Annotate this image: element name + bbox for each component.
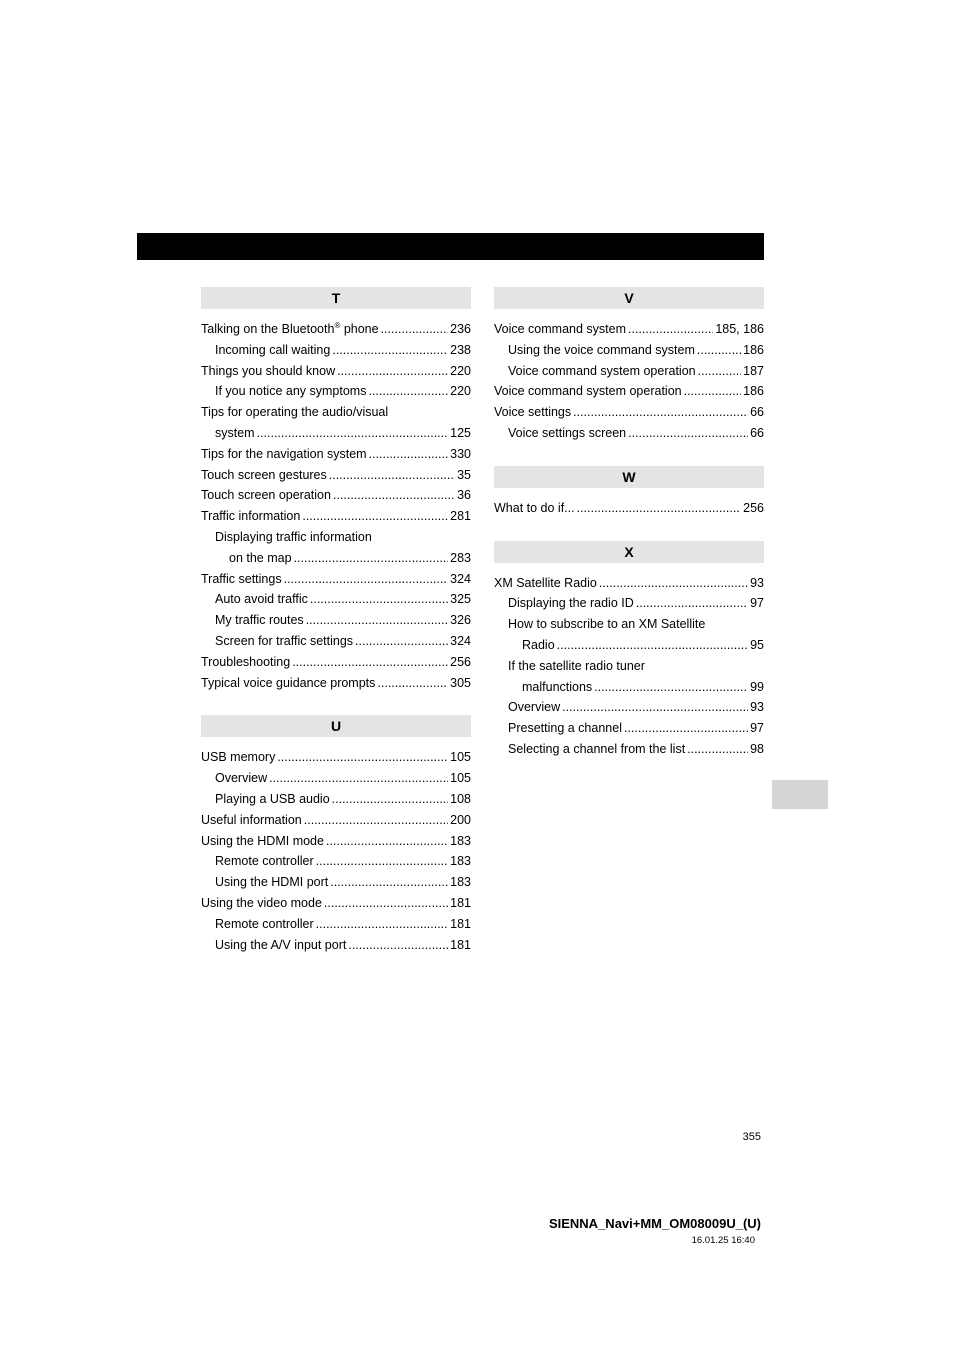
entry-page: 186 <box>743 384 764 399</box>
entry-label: XM Satellite Radio <box>494 575 597 590</box>
index-entry[interactable] <box>201 465 471 486</box>
index-entry[interactable] <box>494 498 764 519</box>
chapter-tab <box>772 780 828 809</box>
entry-label: Traffic information <box>201 509 301 524</box>
entry-label: Traffic settings <box>201 571 282 586</box>
index-subentry[interactable] <box>201 914 471 935</box>
dot-leader <box>628 319 713 340</box>
index-subentry[interactable] <box>201 872 471 893</box>
dot-leader <box>684 381 742 402</box>
dot-leader <box>269 768 448 789</box>
entry-page: 326 <box>450 613 471 628</box>
index-subentry[interactable] <box>201 589 471 610</box>
index-subentry[interactable] <box>494 656 764 698</box>
entry-label: What to do if... <box>494 500 575 515</box>
entry-page: 283 <box>450 550 471 565</box>
entry-page: 183 <box>450 854 471 869</box>
index-subentry[interactable] <box>201 851 471 872</box>
entry-page: 256 <box>743 500 764 515</box>
entry-label: Overview <box>215 771 268 786</box>
entry-label: Typical voice guidance prompts <box>201 675 376 690</box>
section-header-v: V <box>494 287 764 309</box>
dot-leader <box>562 697 748 718</box>
dot-leader <box>594 677 748 698</box>
entry-page: 93 <box>750 700 764 715</box>
entry-label: Troubleshooting <box>201 654 291 669</box>
dot-leader <box>348 935 448 956</box>
dot-leader <box>381 319 449 340</box>
dot-leader <box>257 423 449 444</box>
entry-label: Voice command system operation <box>508 363 696 378</box>
index-entry[interactable] <box>201 506 471 527</box>
index-entry[interactable] <box>201 361 471 382</box>
dot-leader <box>687 739 748 760</box>
entry-label: Using the HDMI mode <box>201 833 324 848</box>
dot-leader <box>377 673 448 694</box>
index-subentry[interactable] <box>201 631 471 652</box>
entry-page: 105 <box>450 750 471 765</box>
entry-page: 66 <box>750 405 764 420</box>
page-number: 355 <box>742 1131 761 1143</box>
section-spacer <box>494 444 764 466</box>
index-subentry[interactable] <box>201 340 471 361</box>
entry-page: 200 <box>450 812 471 827</box>
index-entry[interactable] <box>201 319 471 340</box>
index-entry[interactable] <box>201 747 471 768</box>
entry-label: Tips for the navigation system <box>201 446 367 461</box>
dot-leader <box>284 569 449 590</box>
dot-leader <box>368 381 448 402</box>
entry-label-continued: on the map <box>229 550 292 565</box>
entry-page: 220 <box>450 363 471 378</box>
entry-label: If the satellite radio tuner <box>508 658 645 673</box>
index-entry[interactable] <box>201 893 471 914</box>
dot-leader <box>316 914 448 935</box>
entry-page: 97 <box>750 721 764 736</box>
dot-leader <box>302 506 448 527</box>
entry-label: If you notice any symptoms <box>215 384 367 399</box>
dot-leader <box>306 610 448 631</box>
dot-leader <box>277 747 448 768</box>
entry-page: 93 <box>750 575 764 590</box>
entry-label-continued: malfunctions <box>522 679 593 694</box>
entry-label: Voice settings <box>494 405 572 420</box>
dot-leader <box>324 893 448 914</box>
index-subentry[interactable] <box>494 593 764 614</box>
entry-label: Playing a USB audio <box>215 791 330 806</box>
entry-label: Remote controller <box>215 854 314 869</box>
section-spacer <box>494 519 764 541</box>
entry-page: 281 <box>450 509 471 524</box>
index-entry[interactable] <box>494 381 764 402</box>
dot-leader <box>698 361 742 382</box>
dot-leader <box>333 485 455 506</box>
index-subentry[interactable] <box>201 610 471 631</box>
entry-label: Selecting a channel from the list <box>508 741 686 756</box>
index-entry[interactable] <box>494 573 764 594</box>
entry-label: Voice command system <box>494 322 626 336</box>
entry-page: 36 <box>457 488 471 503</box>
index-entry[interactable] <box>201 569 471 590</box>
dot-leader <box>557 635 748 656</box>
index-entry[interactable] <box>201 810 471 831</box>
entry-label-continued: system <box>215 425 255 440</box>
document-timestamp: 16.01.25 16:40 <box>691 1235 755 1246</box>
dot-leader <box>577 498 742 519</box>
entry-page: 185, 186 <box>715 322 764 336</box>
entry-page: 236 <box>450 322 471 336</box>
dot-leader <box>294 548 449 569</box>
entry-label: Incoming call waiting <box>215 342 331 357</box>
index-entry[interactable] <box>201 673 471 694</box>
entry-page: 98 <box>750 741 764 756</box>
entry-page: 238 <box>450 342 471 357</box>
dot-leader <box>355 631 448 652</box>
section-header-t: T <box>201 287 471 309</box>
entry-page: 105 <box>450 771 471 786</box>
entry-page: 181 <box>450 916 471 931</box>
dot-leader <box>304 810 448 831</box>
index-subentry[interactable] <box>494 739 764 760</box>
section-header-u: U <box>201 715 471 737</box>
entry-label: My traffic routes <box>215 613 304 628</box>
entry-page: 95 <box>750 637 764 652</box>
entry-page: 183 <box>450 833 471 848</box>
entry-label: Remote controller <box>215 916 314 931</box>
entry-page: 108 <box>450 791 471 806</box>
entry-label: Voice settings screen <box>508 425 627 440</box>
dot-leader <box>624 718 748 739</box>
dot-leader <box>292 652 448 673</box>
index-column-right <box>494 287 764 760</box>
registered-mark: ® <box>334 321 341 330</box>
entry-page: 220 <box>450 384 471 399</box>
index-entry[interactable] <box>494 319 764 340</box>
entry-page: 66 <box>750 425 764 440</box>
entry-label: Touch screen operation <box>201 488 331 503</box>
dot-leader <box>369 444 449 465</box>
entry-label: Voice command system operation <box>494 384 682 399</box>
dot-leader <box>599 573 748 594</box>
dot-leader <box>636 593 748 614</box>
header-bar <box>137 233 764 260</box>
entry-label: Using the A/V input port <box>215 937 347 952</box>
entry-label: Auto avoid traffic <box>215 592 308 607</box>
index-subentry[interactable] <box>201 381 471 402</box>
dot-leader <box>330 872 448 893</box>
entry-label: Using the video mode <box>201 895 322 910</box>
entry-page: 324 <box>450 633 471 648</box>
dot-leader <box>326 831 448 852</box>
entry-page: 305 <box>450 675 471 690</box>
entry-label: Overview <box>508 700 561 715</box>
dot-leader <box>332 340 448 361</box>
entry-label: Touch screen gestures <box>201 467 327 482</box>
index-subentry[interactable] <box>494 423 764 444</box>
entry-label-continued: Radio <box>522 637 555 652</box>
entry-page: 125 <box>450 425 471 440</box>
index-subentry[interactable] <box>201 768 471 789</box>
index-subentry[interactable] <box>201 527 471 569</box>
dot-leader <box>316 851 448 872</box>
section-spacer <box>201 693 471 715</box>
entry-page: 325 <box>450 592 471 607</box>
index-subentry[interactable] <box>494 697 764 718</box>
entry-label: Presetting a channel <box>508 721 622 736</box>
index-subentry[interactable] <box>494 614 764 656</box>
dot-leader <box>697 340 741 361</box>
entry-label: USB memory <box>201 750 276 765</box>
entry-page: 183 <box>450 875 471 890</box>
entry-label: Useful information <box>201 812 302 827</box>
index-entry[interactable] <box>201 444 471 465</box>
section-header-x: X <box>494 541 764 563</box>
dot-leader <box>628 423 748 444</box>
section-header-w: W <box>494 466 764 488</box>
index-subentry[interactable] <box>494 361 764 382</box>
entry-page: 324 <box>450 571 471 586</box>
index-subentry[interactable] <box>201 789 471 810</box>
entry-label: How to subscribe to an XM Satellite <box>508 617 706 632</box>
index-subentry[interactable] <box>494 340 764 361</box>
entry-page: 181 <box>450 895 471 910</box>
index-subentry[interactable] <box>494 718 764 739</box>
entry-label: Screen for traffic settings <box>215 633 354 648</box>
entry-page: 330 <box>450 446 471 461</box>
index-subentry[interactable] <box>201 935 471 956</box>
index-entry[interactable] <box>201 485 471 506</box>
entry-page: 99 <box>750 679 764 694</box>
dot-leader <box>573 402 748 423</box>
entry-label: Displaying traffic information <box>215 529 372 544</box>
dot-leader <box>310 589 448 610</box>
index-column-left <box>201 287 471 955</box>
entry-page: 186 <box>743 342 764 357</box>
dot-leader <box>337 361 448 382</box>
entry-label: Using the HDMI port <box>215 875 329 890</box>
entry-page: 97 <box>750 596 764 611</box>
index-entry[interactable] <box>201 831 471 852</box>
entry-page: 187 <box>743 363 764 378</box>
document-id: SIENNA_Navi+MM_OM08009U_(U) <box>548 1216 761 1231</box>
entry-label: Talking on the Bluetooth® phone <box>201 321 379 336</box>
entry-label: Using the voice command system <box>508 342 695 357</box>
entry-page: 35 <box>457 467 471 482</box>
dot-leader <box>329 465 455 486</box>
entry-label: Things you should know <box>201 363 336 378</box>
dot-leader <box>332 789 448 810</box>
entry-page: 256 <box>450 654 471 669</box>
entry-page: 181 <box>450 937 471 952</box>
entry-label: Tips for operating the audio/visual <box>201 405 389 420</box>
entry-label: Displaying the radio ID <box>508 596 634 611</box>
index-entry[interactable] <box>201 652 471 673</box>
index-entry[interactable] <box>494 402 764 423</box>
index-entry[interactable] <box>201 402 471 444</box>
